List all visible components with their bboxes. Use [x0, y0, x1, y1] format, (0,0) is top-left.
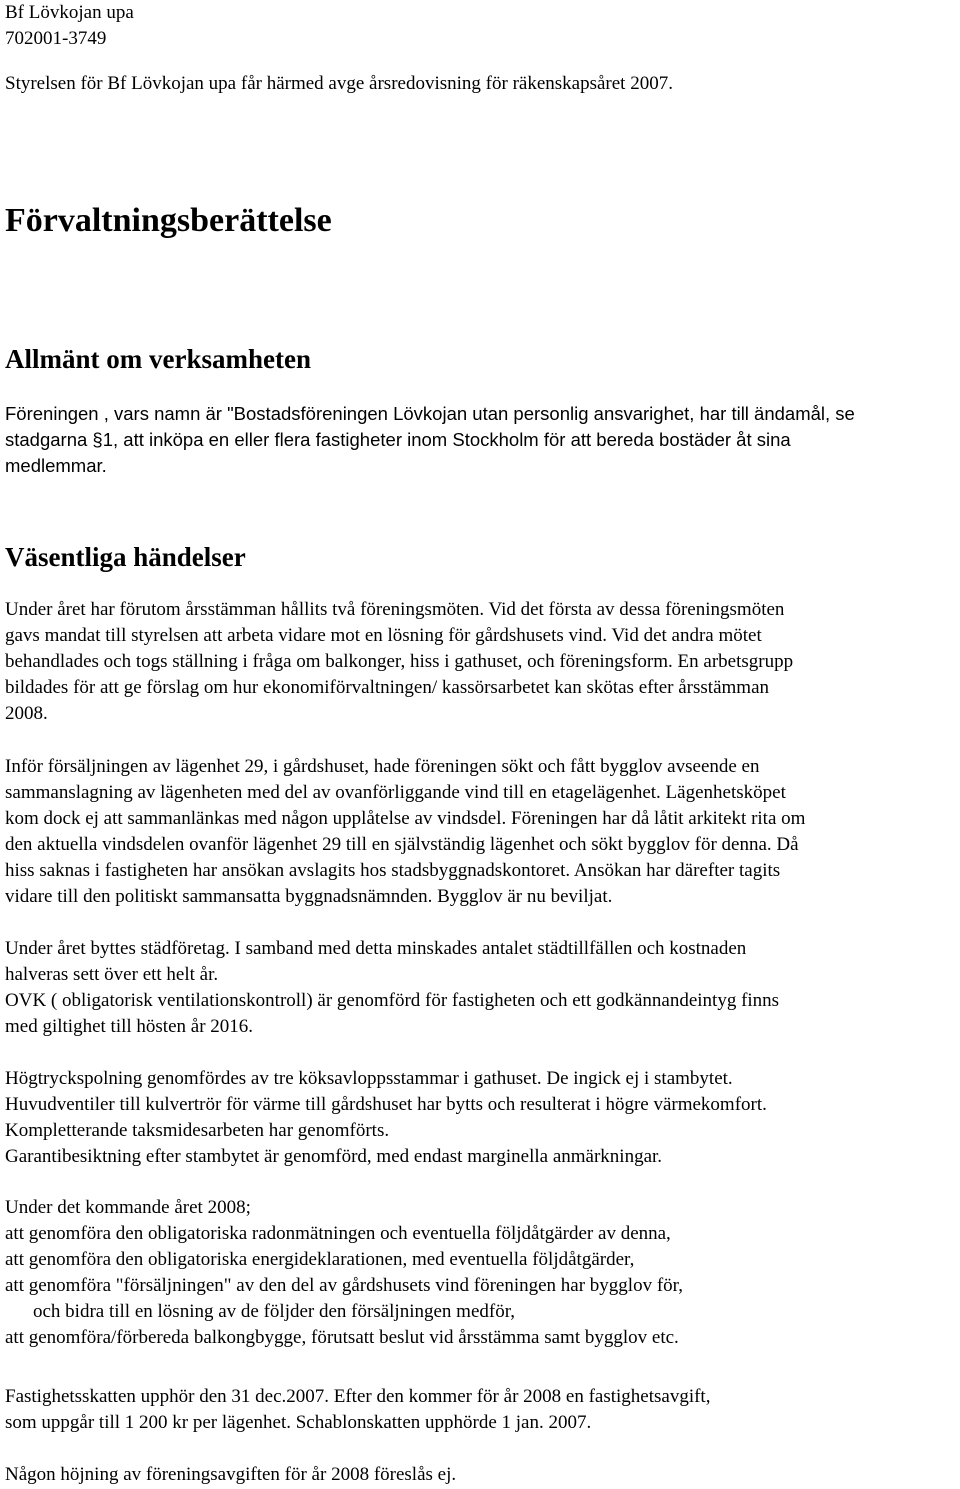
events-p1-line: behandlades och togs ställning i fråga om balkonger, hiss i gathuset, och föreningsform. En arbetsgrupp [5, 651, 794, 672]
events-p3-line: halveras sett över ett helt år. [5, 964, 219, 985]
events-p1-line: gavs mandat till styrelsen att arbeta vidare mot en lösning för gårdshusets vind. Vid det andra mötet [5, 625, 762, 646]
events-p2-line: vidare till den politiskt sammansatta byggnadsnämnden. Bygglov är nu beviljat. [5, 886, 613, 907]
events-p1-line: bildades för att ge förslag om hur ekonomiförvaltningen/ kassörsarbetet kan skötas efter årsstämman [5, 677, 769, 698]
page-title: Förvaltningsberättelse [5, 202, 332, 239]
events-p3-line: med giltighet till hösten år 2016. [5, 1016, 254, 1037]
plans-line: att genomföra/förbereda balkongbygge, förutsatt beslut vid årsstämma samt bygglov etc. [5, 1327, 679, 1348]
events-p2-line: sammanslagning av lägenheten med del av ovanförliggande vind till en etagelägenhet. Lägenhetsköpet [5, 782, 786, 803]
events-p4-line: Huvudventiler till kulvertrör för värme till gårdshuset har bytts och resulterat i högre värmekomfort. [5, 1094, 767, 1115]
org-number: 702001-3749 [5, 28, 107, 49]
plans-line: att genomföra "försäljningen" av den del av gårdshusets vind föreningen har bygglov för, [5, 1275, 683, 1296]
events-p2-line: Inför försäljningen av lägenhet 29, i gårdshuset, hade föreningen sökt och fått bygglov avseende en [5, 756, 760, 777]
events-p2-line: kom dock ej att sammanlänkas med någon upplåtelse av vindsdel. Föreningen har då låtit arkitekt rita om [5, 808, 806, 829]
events-p1-line: Under året har förutom årsstämman hållits två föreningsmöten. Vid det första av dessa föreningsmöten [5, 599, 785, 620]
plans-line-indented: och bidra till en lösning av de följder den försäljningen medför, [33, 1301, 516, 1322]
intro-text: Styrelsen för Bf Lövkojan upa får härmed avge årsredovisning för räkenskapsåret 2007. [5, 73, 673, 94]
general-line: Föreningen , vars namn är "Bostadsföreningen Lövkojan utan personlig ansvarighet, har till ändamål, se [5, 403, 855, 424]
events-p3-line: Under året byttes städföretag. I samband med detta minskades antalet städtillfällen och kostnaden [5, 938, 747, 959]
tax-line: Fastighetsskatten upphör den 31 dec.2007. Efter den kommer för år 2008 en fastighetsavgift, [5, 1386, 711, 1407]
org-name: Bf Lövkojan upa [5, 2, 134, 23]
general-line: medlemmar. [5, 455, 107, 476]
events-p4-line: Garantibesiktning efter stambytet är genomförd, med endast marginella anmärkningar. [5, 1146, 663, 1167]
events-p4-line: Kompletterande taksmidesarbeten har genomförts. [5, 1120, 390, 1141]
tax-line: som uppgår till 1 200 kr per lägenhet. Schablonskatten upphörde 1 jan. 2007. [5, 1412, 592, 1433]
section-heading-general: Allmänt om verksamheten [5, 344, 311, 374]
events-p1-line: 2008. [5, 703, 48, 724]
fee-line: Någon höjning av föreningsavgiften för år 2008 föreslås ej. [5, 1464, 457, 1485]
plans-line: att genomföra den obligatoriska radonmätningen och eventuella följdåtgärder av denna, [5, 1223, 671, 1244]
events-p3-line: OVK ( obligatorisk ventilationskontroll) är genomförd för fastigheten och ett godkännandeintyg finns [5, 990, 780, 1011]
plans-line: Under det kommande året 2008; [5, 1197, 251, 1218]
section-heading-events: Väsentliga händelser [5, 542, 246, 572]
plans-line: att genomföra den obligatoriska energideklarationen, med eventuella följdåtgärder, [5, 1249, 635, 1270]
events-p4-line: Högtryckspolning genomfördes av tre köksavloppsstammar i gathuset. De ingick ej i stambytet. [5, 1068, 733, 1089]
events-p2-line: den aktuella vindsdelen ovanför lägenhet 29 till en självständig lägenhet och sökt bygglov för denna. Då [5, 834, 799, 855]
events-p2-line: hiss saknas i fastigheten har ansökan avslagits hos stadsbyggnadskontoret. Ansökan har därefter tagits [5, 860, 781, 881]
general-line: stadgarna §1, att inköpa en eller flera fastigheter inom Stockholm för att bereda bostäder åt sina [5, 429, 791, 450]
